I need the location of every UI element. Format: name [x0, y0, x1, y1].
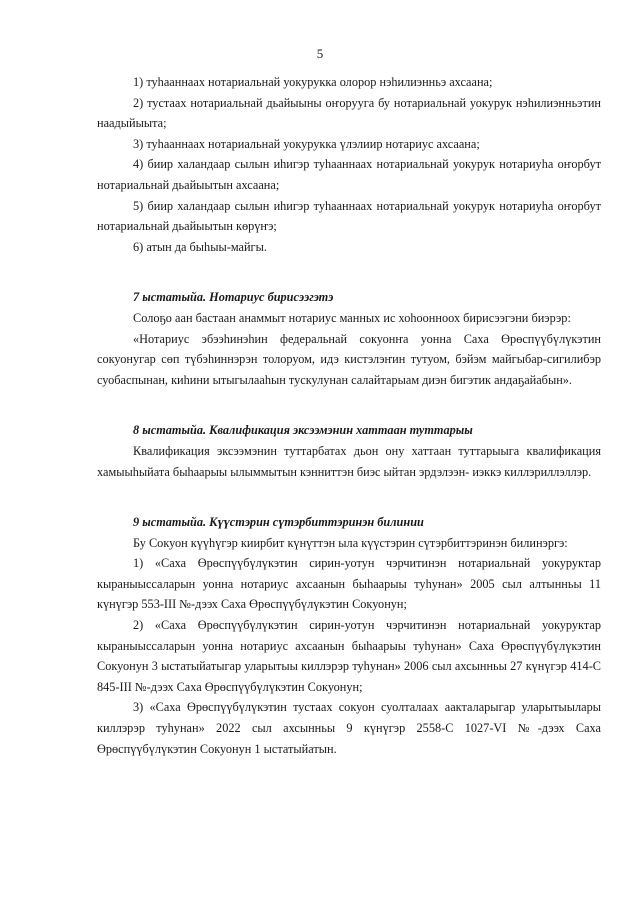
article-7-heading: 7 ыстатыйа. Нотариус бирисээгэтэ: [133, 290, 334, 305]
document-body: [97, 72, 601, 759]
article-9-heading: 9 ыстатыйа. Күүстэрин сүтэрбиттэринэн билинии: [133, 515, 424, 530]
page-number: 5: [316, 46, 324, 61]
list-item: 2) тустаах нотариальнай дьайыыны оҥоруугa бу нотариальнай уокурук нэһилиэнньэтин наадыйыыта;: [97, 95, 601, 131]
article-9-paragraph: Бу Сокуон күүһүгэр киирбит күнүттэн ыла күүстэрин сүтэрбиттэринэн билинэргэ:: [133, 535, 568, 550]
article-7-paragraph: Солоҕо аан бастаан анаммыт нотариус манных ис хоһоонноох бирисээгэни биэрэр:: [133, 310, 571, 325]
article-9-list-item: 2) «Саха Өрөспүүбүлүкэтин сирин-уотун чэрчитинэн нотариальнай уокуруктар кыраныыссаларын уонна нотариус ахсаанын быһаарыы туһунан» Саха Өрөспүүбүлүкэтин Сокуонун 3 ыстатыйатыгар уларытыы киллэрэр туһунан» 2006 сыл ахсынньы 27 күнүгэр 414-С 845-III №-дээх Саха Өрөспүүбүлүкэтин Сокуонун;: [97, 618, 601, 694]
article-9-list-item: 1) «Саха Өрөспүүбүлүкэтин сирин-уотун чэрчитинэн нотариальнай уокуруктар кыраныыссаларын уонна нотариус ахсаанын быһаарыы туһунан» 2005 сыл алтынньы 11 күнүгэр 553-III №-дээх Саха Өрөспүүбүлүкэтин Сокуонун;: [97, 556, 601, 612]
article-8-heading: 8 ыстатыйа. Квалификация эксээмэнин хаттаан туттарыы: [133, 423, 473, 438]
article-8-paragraph: Квалификация эксээмэнин туттарбатах дьон ону хаттаан туттарыыга квалификация хамыыһыйата быһаарыы ылыммытын кэнниттэн биэс ыйтан эрдэлээн- иэккэ киллэриллэллэр.: [97, 443, 601, 479]
list-item: 1) туһааннаах нотариальнай уокурукка олорор нэһилиэнньэ ахсаана;: [133, 75, 493, 89]
list-item: 6) атын да быһыы-майгы.: [133, 239, 267, 254]
list-item: 5) биир халандаар сылын иһигэр туһааннаах нотариальнай уокурук нотариуһа оҥорбут нотариальнай дьайыытын көрүҥэ;: [97, 198, 601, 234]
article-9-list-item: 3) «Саха Өрөспүүбүлүкэтин тустаах сокуон суолталаах аакталарыгар уларытыылары киллэрэр туһунан» 2022 сыл ахсынньы 9 күнүгэр 2558-С 1027-VI №-дээх Саха Өрөспүүбүлүкэтин Сокуонун 1 ыстатыйатын.: [97, 700, 601, 756]
list-item: 3) туһааннаах нотариальнай уокурукка үлэлиир нотариус ахсаана;: [133, 136, 480, 151]
article-7-paragraph: «Нотариус эбээһинэһин федеральнай сокуонҥа уонна Саха Өрөспүүбүлүкэтин сокуонугар сөп түбэһиннэрэн толоруом, идэ кистэлэҥин тутуом, бэйэм майгыбар-сигилибэр суобаспынан, киһини ытыгылааһын тускулунан салайтарыам диэн бигэтик андаҕайабын».: [97, 331, 601, 387]
list-item: 4) биир халандаар сылын иһигэр туһааннаах нотариальнай уокурук нотариуһа оҥорбут нотариальнай дьайыытын ахсаана;: [97, 157, 601, 192]
